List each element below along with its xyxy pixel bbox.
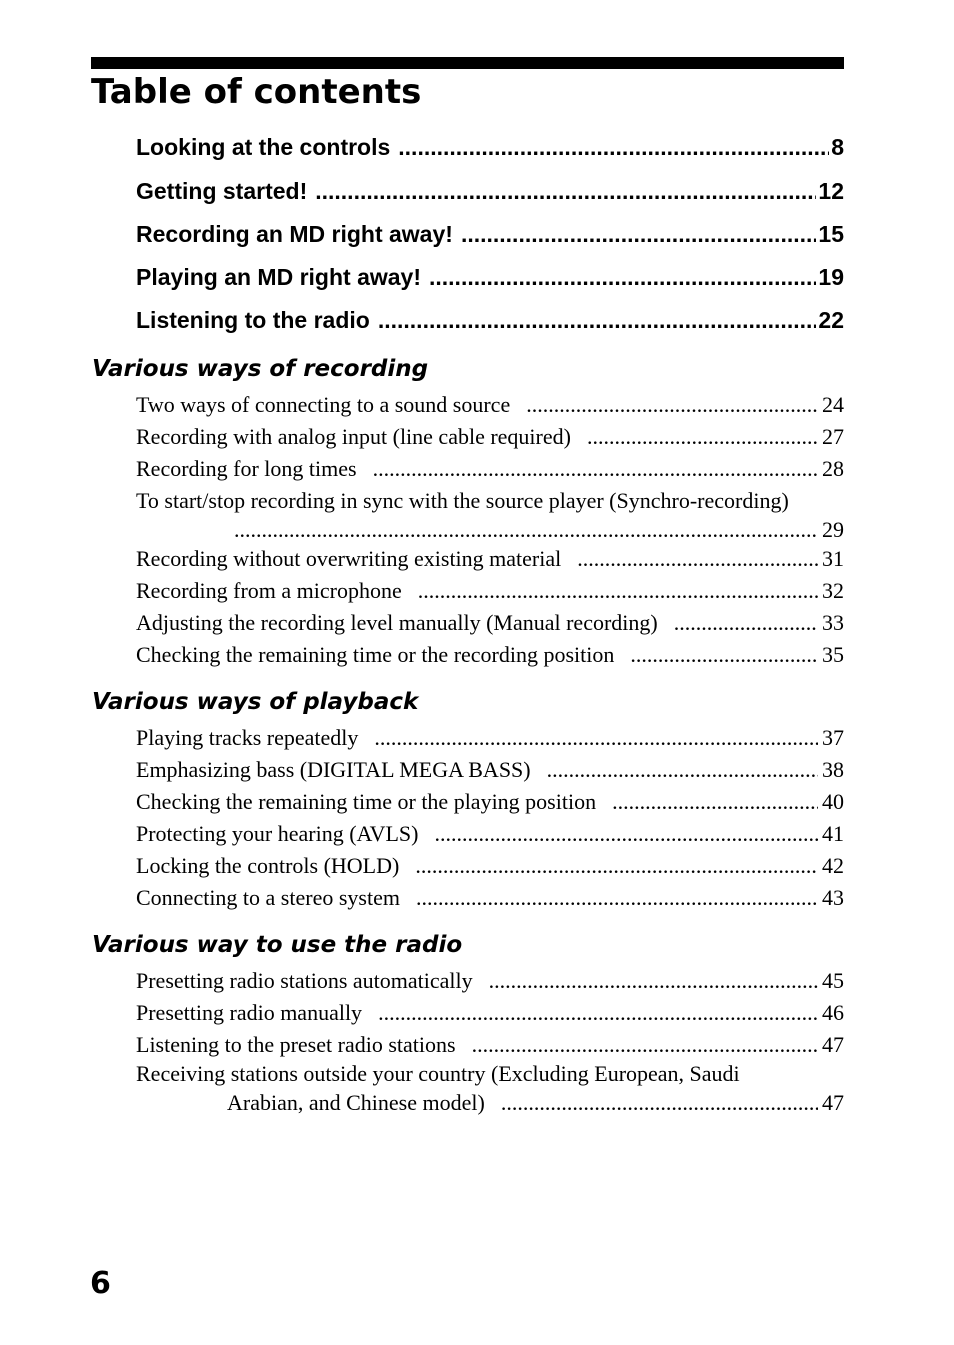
toc-entry[interactable]	[136, 545, 844, 573]
toc-entry-page: 35	[822, 642, 844, 667]
toc-entry-label: Listening to the preset radio stations	[136, 1032, 456, 1057]
toc-entry[interactable]	[136, 577, 844, 605]
toc-entry-listening-radio[interactable]	[136, 306, 844, 334]
toc-entry-label: Recording an MD right away!	[136, 221, 453, 247]
toc-entry[interactable]	[136, 756, 844, 784]
toc-entry-label: Protecting your hearing (AVLS)	[136, 821, 419, 846]
dot-leader	[315, 177, 816, 205]
toc-entry-page: 41	[822, 821, 844, 846]
toc-entry-label: Playing tracks repeatedly	[136, 725, 359, 750]
toc-entry-page: 32	[822, 578, 844, 603]
toc-entry-label-cont: Arabian, and Chinese model)	[227, 1090, 485, 1115]
toc-entry-page: 37	[822, 725, 844, 750]
dot-leader	[461, 220, 816, 248]
toc-entry[interactable]	[136, 820, 844, 848]
toc-entry-label: Emphasizing bass (DIGITAL MEGA BASS)	[136, 757, 531, 782]
toc-entry[interactable]	[136, 884, 844, 912]
dot-leader	[374, 724, 818, 752]
toc-entry-label: Recording for long times	[136, 456, 357, 481]
page-title: Table of contents	[91, 72, 422, 112]
toc-entry-label: Checking the remaining time or the recording position	[136, 642, 615, 667]
dot-leader	[612, 788, 818, 816]
toc-entry-label[interactable]: Receiving stations outside your country (Excluding European, Saudi	[136, 1061, 740, 1086]
toc-entry-page: 40	[822, 789, 844, 814]
dot-leader	[435, 820, 819, 848]
dot-leader	[587, 423, 818, 451]
dot-leader	[489, 967, 818, 995]
toc-entry-label: Looking at the controls	[136, 134, 391, 160]
toc-entry[interactable]	[136, 788, 844, 816]
dot-leader	[501, 1089, 818, 1117]
dot-leader	[234, 516, 818, 544]
dot-leader	[378, 306, 817, 334]
toc-entry[interactable]	[136, 455, 844, 483]
toc-entry-recording-md[interactable]	[136, 220, 844, 248]
toc-entry-playing-md[interactable]	[136, 263, 844, 291]
toc-entry-label: Locking the controls (HOLD)	[136, 853, 400, 878]
toc-entry-looking-at-controls[interactable]	[136, 133, 844, 161]
toc-entry[interactable]	[136, 852, 844, 880]
toc-entry-label: Two ways of connecting to a sound source	[136, 392, 511, 417]
toc-entry-label: Connecting to a stereo system	[136, 885, 400, 910]
toc-entry[interactable]	[136, 423, 844, 451]
toc-entry-page: 19	[818, 264, 844, 290]
toc-entry-label: Recording from a microphone	[136, 578, 402, 603]
toc-entry-page: 22	[818, 307, 844, 333]
dot-leader	[398, 133, 829, 161]
top-rule	[91, 57, 844, 69]
dot-leader	[674, 609, 818, 637]
toc-entry[interactable]	[136, 641, 844, 669]
toc-entry-label: Recording with analog input (line cable required)	[136, 424, 571, 449]
toc-entry[interactable]	[136, 967, 844, 995]
toc-entry-label: Playing an MD right away!	[136, 264, 421, 290]
dot-leader	[416, 884, 818, 912]
dot-leader	[418, 577, 818, 605]
toc-entry-page: 8	[831, 134, 844, 160]
toc-entry-page: 31	[822, 546, 844, 571]
toc-entry-page: 12	[818, 178, 844, 204]
toc-entry-label: Recording without overwriting existing material	[136, 546, 562, 571]
toc-entry-page: 28	[822, 456, 844, 481]
page-number: 6	[90, 1266, 111, 1301]
toc-entry[interactable]	[136, 999, 844, 1027]
toc-entry-page: 33	[822, 610, 844, 635]
dot-leader	[378, 999, 818, 1027]
toc-entry-label: Presetting radio manually	[136, 1000, 363, 1025]
toc-entry-label: Adjusting the recording level manually (Manual recording)	[136, 610, 658, 635]
dot-leader	[547, 756, 818, 784]
toc-entry-page: 46	[822, 1000, 844, 1025]
section-heading-recording: Various ways of recording	[92, 356, 429, 382]
toc-entry-label: Listening to the radio	[136, 307, 370, 333]
toc-entry-label: Presetting radio stations automatically	[136, 968, 473, 993]
toc-entry[interactable]	[136, 1031, 844, 1059]
toc-entry-page: 15	[818, 221, 844, 247]
dot-leader	[577, 545, 818, 573]
toc-entry-page: 38	[822, 757, 844, 782]
toc-entry-label[interactable]: To start/stop recording in sync with the source player (Synchro-recording)	[136, 488, 789, 513]
toc-entry[interactable]	[136, 609, 844, 637]
toc-entry[interactable]	[136, 391, 844, 419]
dot-leader	[429, 263, 816, 291]
toc-entry-page: 42	[822, 853, 844, 878]
section-heading-radio: Various way to use the radio	[92, 932, 463, 958]
toc-entry-label: Getting started!	[136, 178, 308, 204]
dot-leader	[472, 1031, 818, 1059]
toc-entry-page: 43	[822, 885, 844, 910]
toc-entry-page: 27	[822, 424, 844, 449]
toc-entry[interactable]	[136, 724, 844, 752]
toc-entry-page: 47	[822, 1032, 844, 1057]
toc-entry-continuation[interactable]	[227, 1089, 844, 1117]
toc-entry-page: 45	[822, 968, 844, 993]
dot-leader	[630, 641, 818, 669]
dot-leader	[373, 455, 818, 483]
section-heading-playback: Various ways of playback	[92, 689, 419, 715]
toc-entry-getting-started[interactable]	[136, 177, 844, 205]
dot-leader	[415, 852, 818, 880]
dot-leader	[526, 391, 818, 419]
toc-entry-page: 24	[822, 392, 844, 417]
toc-entry-continuation[interactable]	[234, 516, 844, 544]
toc-entry-page: 47	[822, 1090, 844, 1115]
toc-entry-label: Checking the remaining time or the playing position	[136, 789, 597, 814]
toc-entry-page: 29	[822, 517, 844, 542]
